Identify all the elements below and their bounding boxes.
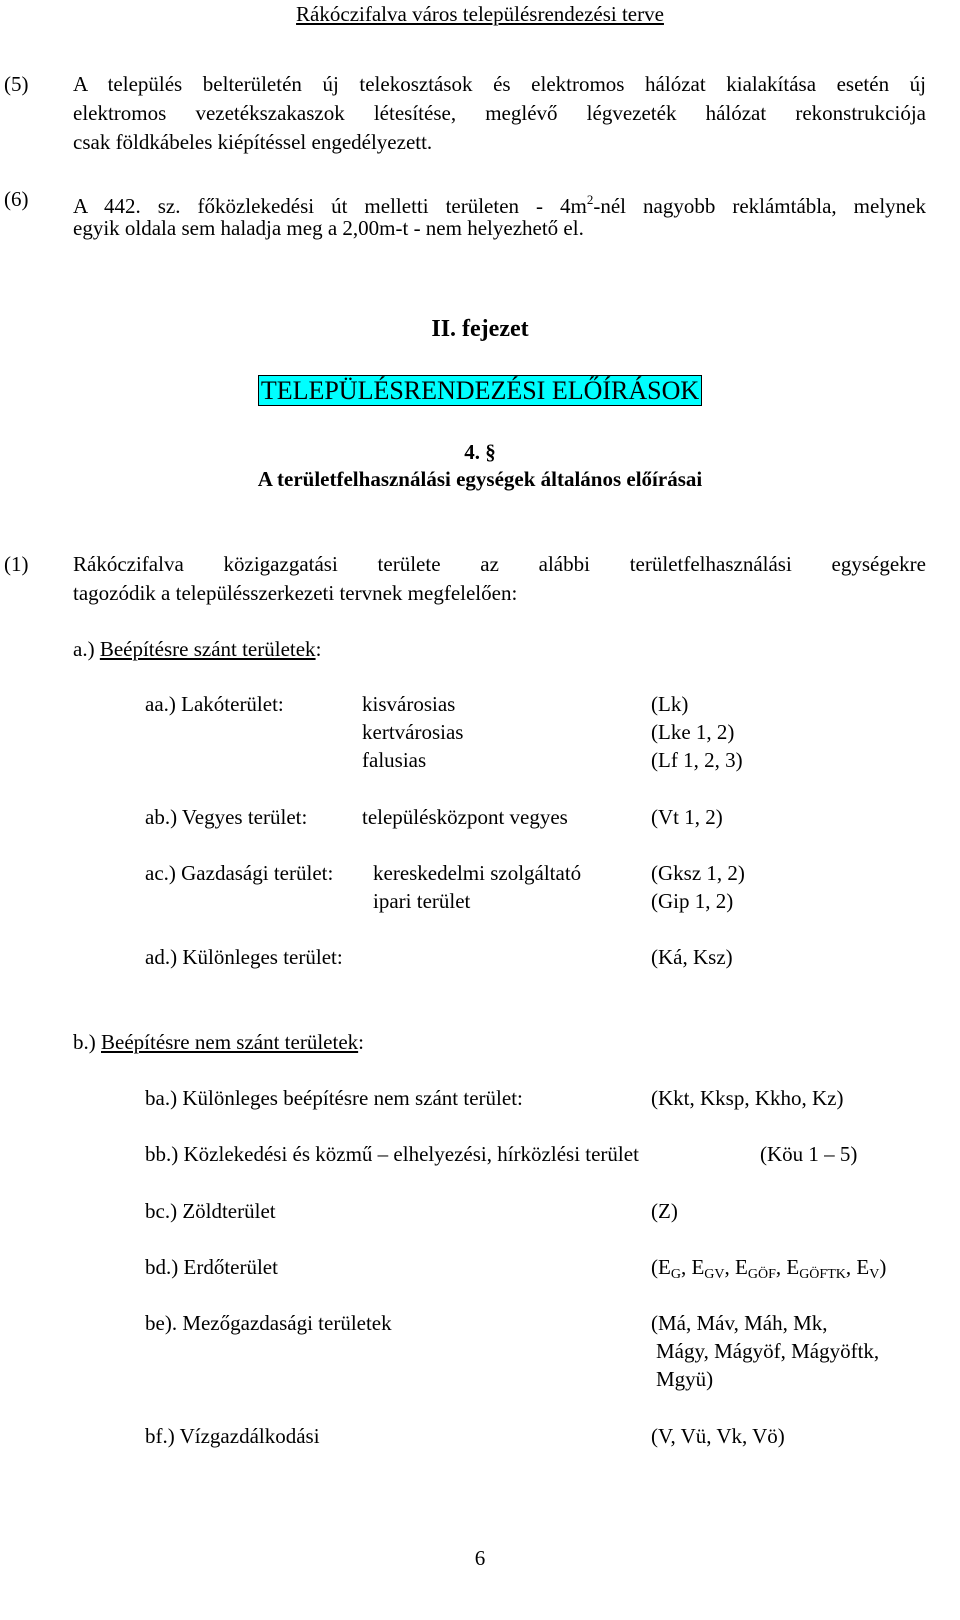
aa-label: aa.) Lakóterület: <box>145 692 284 716</box>
aa-item-name: kertvárosias <box>362 720 464 744</box>
aa-item-name: kisvárosias <box>362 692 456 716</box>
group-a-heading: a.) Beépítésre szánt területek: <box>73 637 322 661</box>
ab-name: településközpont vegyes <box>362 805 568 829</box>
paragraph-1-number: (1) <box>4 552 29 576</box>
page-number: 6 <box>474 1546 486 1570</box>
ac-label: ac.) Gazdasági terület: <box>145 861 334 885</box>
chapter-title: TELEPÜLÉSRENDEZÉSI ELŐÍRÁSOK <box>258 375 702 406</box>
ac-item-name: ipari terület <box>373 889 471 913</box>
aa-item-name: falusias <box>362 748 427 772</box>
paragraph-5-line-1: A település belterületén új telekosztások és elektromos hálózat kialakítása esetén új <box>73 72 926 96</box>
paragraph-6-line-1: A 442. sz. főközlekedési út melletti területen - $4m^2$-nél nagyobb reklámtábla, melynek <box>73 192 926 218</box>
chapter-number: II. fejezet <box>431 316 529 342</box>
bb-code: (Köu 1 – 5) <box>760 1142 858 1166</box>
be-codes-line-1: (Má, Máv, Máh, Mk, <box>651 1311 828 1335</box>
bb-label: bb.) Közlekedési és közmű – elhelyezési, hírközlési terület <box>145 1142 639 1166</box>
ab-code: (Vt 1, 2) <box>651 805 723 829</box>
section-number: 4. § <box>464 440 496 464</box>
ba-label: ba.) Különleges beépítésre nem szánt terület: <box>145 1086 523 1110</box>
bd-label: bd.) Erdőterület <box>145 1255 278 1279</box>
paragraph-1-line-1: Rákóczifalva közigazgatási területe az alábbi területfelhasználási egységekre <box>73 552 926 576</box>
paragraph-6-number: (6) <box>4 187 29 211</box>
paragraph-6-line-2: egyik oldala sem haladja meg a 2,00m-t - nem helyezhető el. <box>73 216 584 240</box>
bf-code: (V, Vü, Vk, Vö) <box>651 1424 785 1448</box>
group-b-heading: b.) Beépítésre nem szánt területek: <box>73 1030 364 1054</box>
ba-code: (Kkt, Kksp, Kkho, Kz) <box>651 1086 844 1110</box>
be-codes-line-2: Mágy, Mágyöf, Mágyöftk, <box>656 1339 880 1363</box>
section-title: A területfelhasználási egységek általános előírásai <box>257 467 703 491</box>
ac-item-name: kereskedelmi szolgáltató <box>373 861 582 885</box>
bd-codes: ($E_G$, $E_{GV}$, $E_{GÖF}$, $E_{GÖFTK}$, $E_V$) <box>651 1255 887 1282</box>
page-header-title: Rákóczifalva város településrendezési terve <box>296 2 664 26</box>
chapter-title-wrap <box>0 375 960 407</box>
ad-label: ad.) Különleges terület: <box>145 945 343 969</box>
ac-item-code: (Gip 1, 2) <box>651 889 734 913</box>
aa-item-code: (Lk) <box>651 692 689 716</box>
ac-item-code: (Gksz 1, 2) <box>651 861 745 885</box>
be-codes-line-3: Mgyü) <box>656 1367 714 1391</box>
paragraph-5-line-2: elektromos vezetékszakaszok létesítése, meglévő légvezeték hálózat rekonstrukciója <box>73 101 926 125</box>
paragraph-1-line-2: tagozódik a településszerkezeti tervnek megfelelően: <box>73 581 518 605</box>
ab-label: ab.) Vegyes terület: <box>145 805 308 829</box>
paragraph-5-number: (5) <box>4 72 29 96</box>
bc-label: bc.) Zöldterület <box>145 1199 276 1223</box>
be-label: be). Mezőgazdasági területek <box>145 1311 392 1335</box>
bf-label: bf.) Vízgazdálkodási <box>145 1424 320 1448</box>
bc-code: (Z) <box>651 1199 678 1223</box>
paragraph-5-line-3: csak földkábeles kiépítéssel engedélyezett. <box>73 130 433 154</box>
aa-item-code: (Lke 1, 2) <box>651 720 735 744</box>
aa-item-code: (Lf 1, 2, 3) <box>651 748 743 772</box>
ad-code: (Ká, Ksz) <box>651 945 733 969</box>
